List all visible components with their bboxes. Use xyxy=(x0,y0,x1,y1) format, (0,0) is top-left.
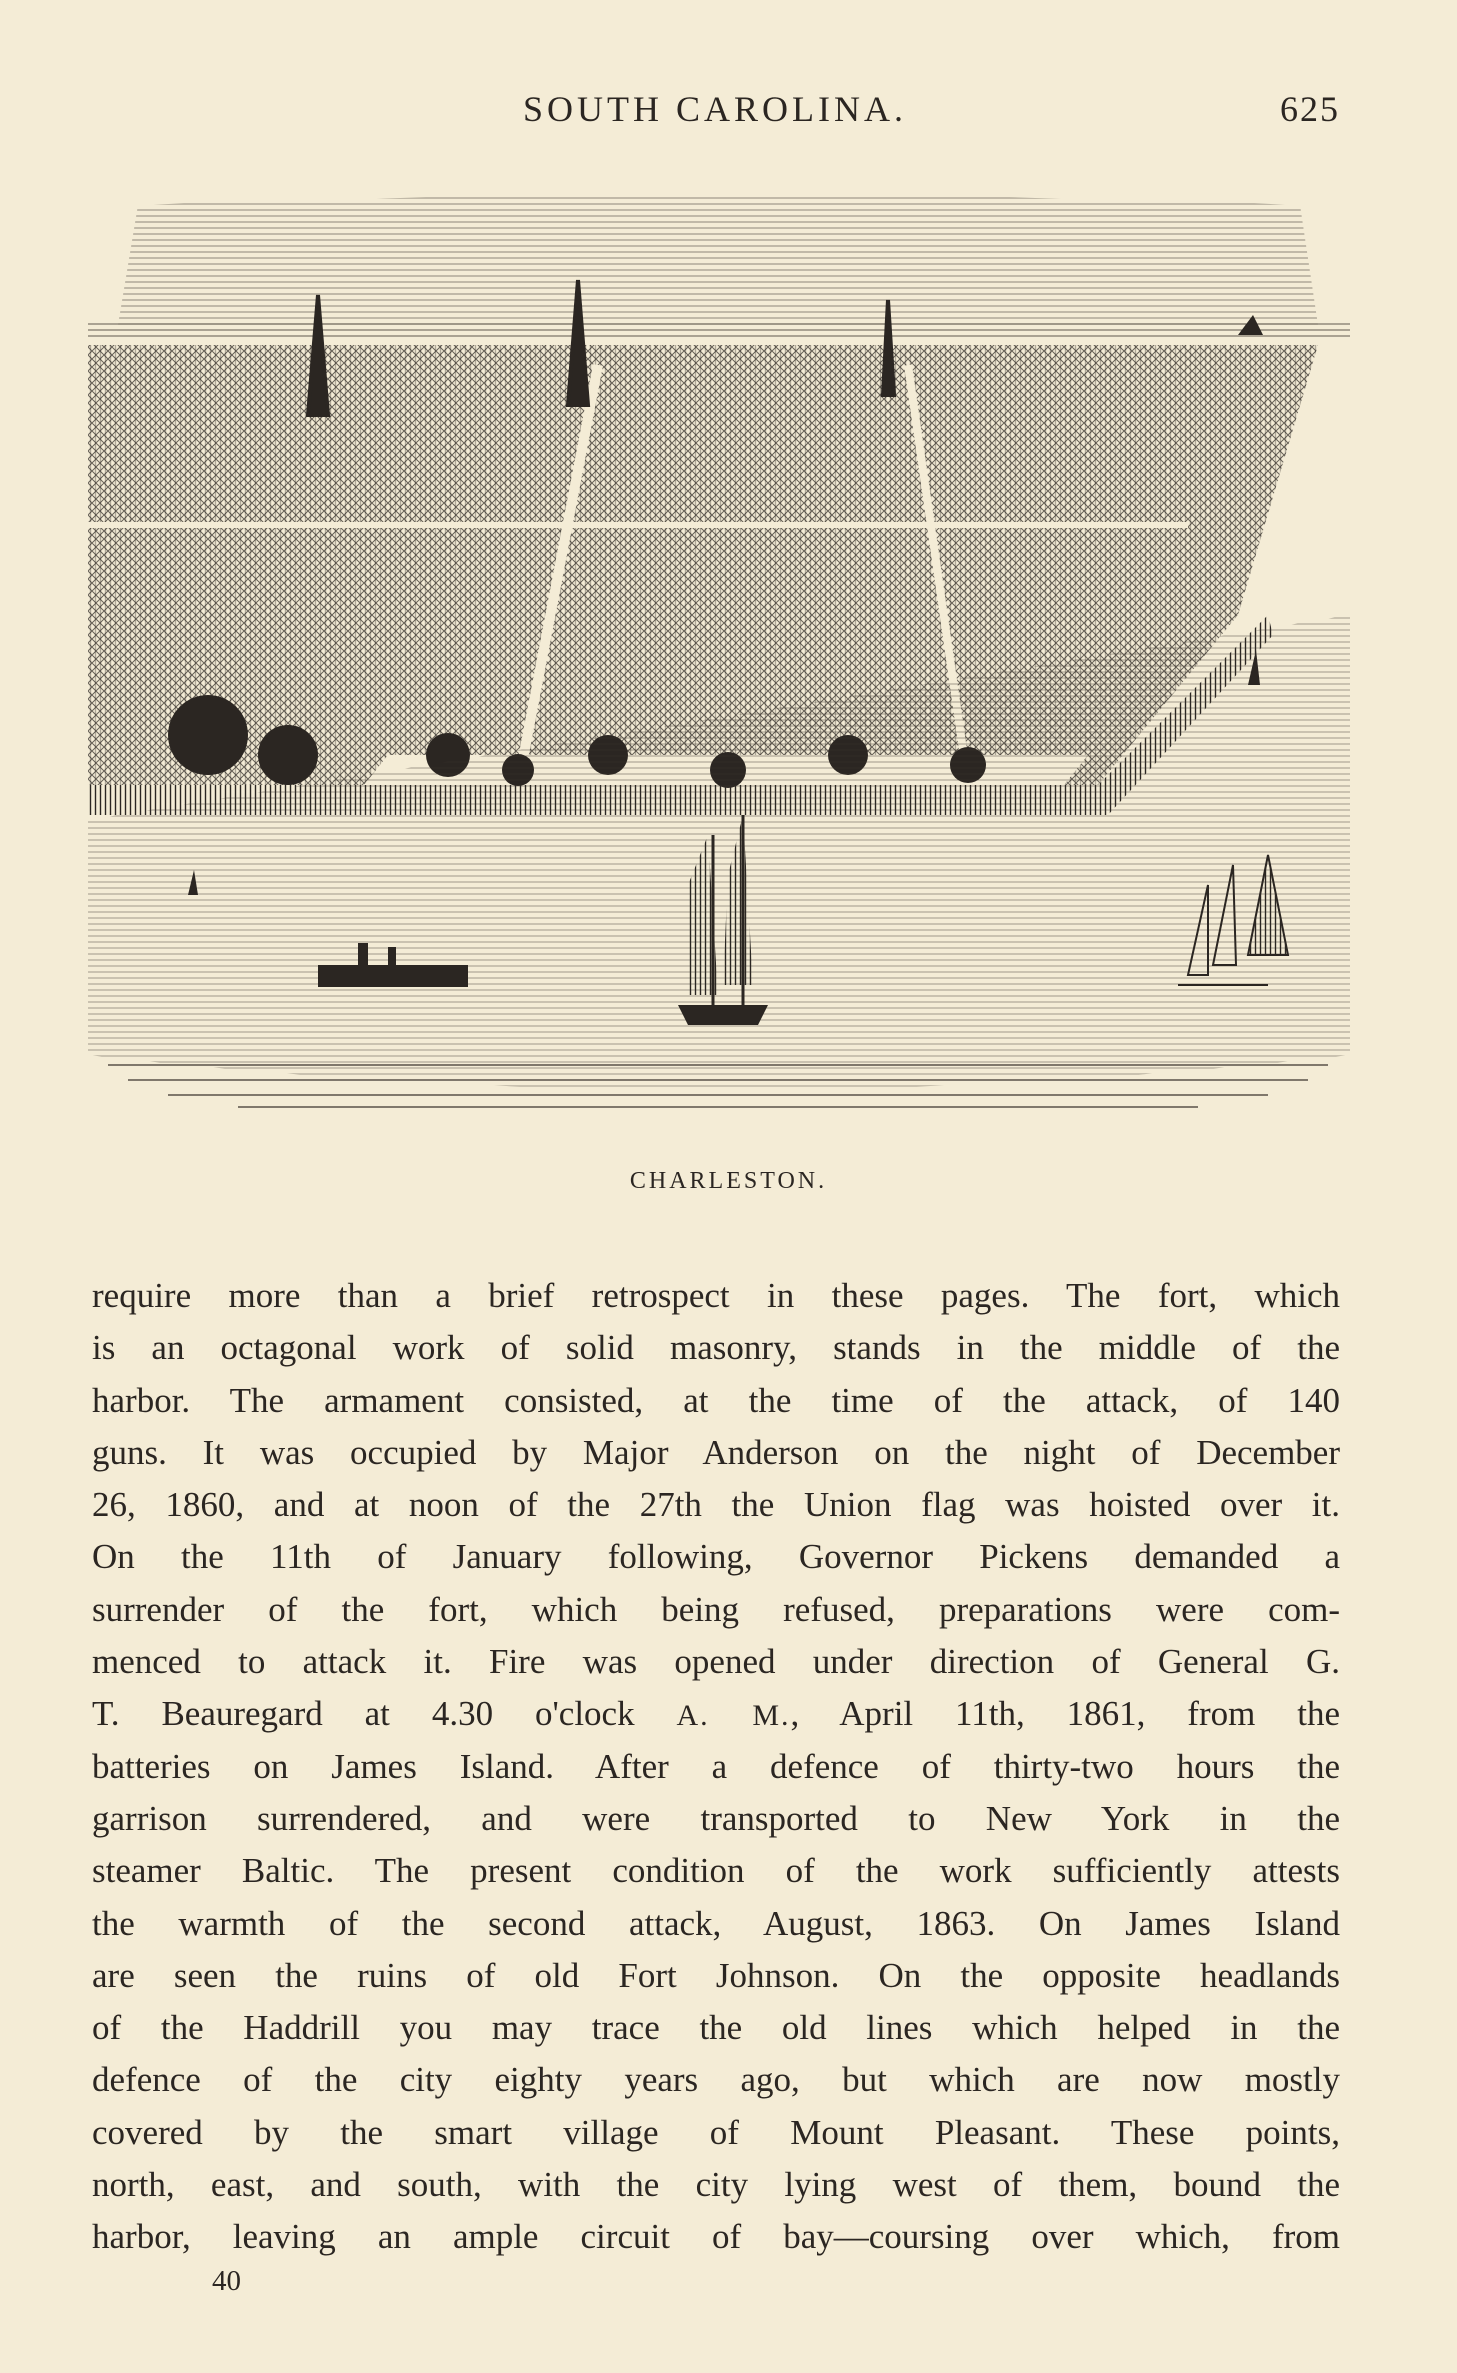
body-text xyxy=(92,1270,1340,2264)
text-line: require more than a brief retrospect in these pages. The fort, which xyxy=(92,1276,1340,1315)
text-line: 26, 1860, and at noon of the 27th the Union flag was hoisted over it. xyxy=(92,1485,1340,1525)
text-line: harbor, leaving an ample circuit of bay—coursing over which, from xyxy=(92,2217,1340,2257)
sky-hatching xyxy=(118,195,1318,325)
charleston-engraving xyxy=(88,195,1350,1120)
running-title: SOUTH CAROLINA. xyxy=(523,89,907,129)
page-number: 625 xyxy=(1280,89,1340,129)
text-line xyxy=(92,1688,1340,1740)
text-line: is an octagonal work of solid masonry, stands in the middle of the xyxy=(92,1328,1340,1368)
text-line: north, east, and south, with the city lying west of them, bound the xyxy=(92,2165,1340,2205)
text-line: steamer Baltic. The present condition of the work sufficiently attests xyxy=(92,1851,1340,1891)
text-line: of the Haddrill you may trace the old lines which helped in the xyxy=(92,2008,1340,2048)
text-line: the warmth of the second attack, August, 1863. On James Island xyxy=(92,1903,1340,1943)
text-line: garrison surrendered, and were transported to New York in the xyxy=(92,1798,1340,1838)
signature-mark: 40 xyxy=(212,2265,241,2297)
running-head xyxy=(90,88,1340,138)
text-line: covered by the smart village of Mount Pleasant. These points, xyxy=(92,2112,1340,2152)
text-line-end: , April 11th, 1861, from the xyxy=(790,1694,1341,1734)
time-abbrev: A. M. xyxy=(676,1699,791,1733)
text-line: menced to attack it. Fire was opened under direction of General G. xyxy=(92,1642,1340,1682)
text-line-start: T. Beauregard at 4.30 o'clock xyxy=(92,1694,635,1734)
text-line: harbor. The armament consisted, at the time of the attack, of 140 xyxy=(92,1380,1340,1420)
horizon-band xyxy=(88,320,1350,340)
text-line: On the 11th of January following, Governor Pickens demanded a xyxy=(92,1537,1340,1577)
text-line: batteries on James Island. After a defence of thirty-two hours the xyxy=(92,1746,1340,1786)
text-line: defence of the city eighty years ago, but which are now mostly xyxy=(92,2060,1340,2100)
text-line: are seen the ruins of old Fort Johnson. On the opposite headlands xyxy=(92,1955,1340,1995)
text-line: surrender of the fort, which being refused, preparations were com- xyxy=(92,1589,1340,1629)
figure-caption: CHARLESTON. xyxy=(629,1168,828,1194)
text-line: guns. It was occupied by Major Anderson on the night of December xyxy=(92,1432,1340,1472)
